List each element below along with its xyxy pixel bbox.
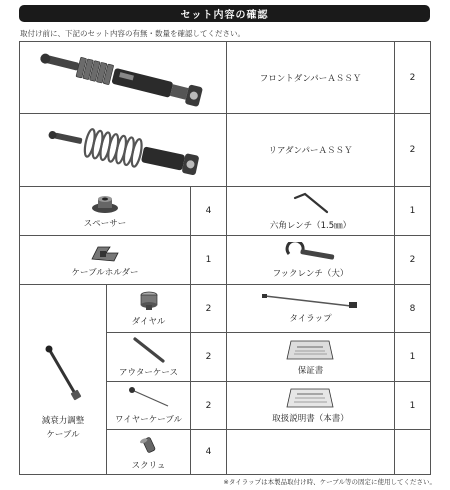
spacer-cell: [20, 187, 191, 236]
cable-holder-label: ケーブルホルダー: [71, 267, 139, 278]
table-row: [20, 42, 431, 114]
cable-holder-icon: [88, 243, 122, 263]
screw-label: スクリュ: [131, 460, 166, 471]
rear-damper-qty: 2: [395, 114, 431, 187]
manual-document-icon: [285, 387, 337, 409]
table-row: [20, 285, 431, 333]
front-damper-label: フロントダンパーＡＳＳＹ: [227, 42, 395, 114]
front-damper-icon: [23, 46, 223, 110]
rear-damper-image-cell: [20, 114, 227, 187]
hex-wrench-qty: 1: [395, 187, 431, 236]
wire-cable-icon: [126, 386, 172, 410]
intro-text: 取付け前に、下記のセット内容の有無・数量を確認してください。: [20, 29, 245, 38]
screw-icon: [138, 434, 160, 456]
cable-holder-cell: [20, 236, 191, 285]
rear-damper-label: リアダンパーＡＳＳＹ: [227, 114, 395, 187]
manual-qty: 1: [395, 382, 431, 430]
front-damper-image-cell: [20, 42, 227, 114]
hook-wrench-cell: [227, 236, 395, 285]
dial-qty: 2: [191, 285, 227, 333]
manual-label: 取扱説明書（本書）: [272, 414, 349, 424]
warranty-qty: 1: [395, 333, 431, 382]
wire-cable-cell: [107, 382, 191, 430]
manual-cell: [227, 382, 395, 430]
damping-cable-icon: [43, 345, 83, 401]
hex-wrench-icon: [291, 192, 331, 216]
dial-cell: [107, 285, 191, 333]
tie-wrap-cell: [227, 285, 395, 333]
dial-label: ダイヤル: [131, 317, 166, 327]
wire-cable-qty: 2: [191, 382, 227, 430]
empty-qty-cell: [395, 430, 431, 475]
screw-cell: [107, 430, 191, 475]
hook-wrench-icon: [283, 242, 339, 264]
outer-case-cell: [107, 333, 191, 382]
tie-wrap-qty: 8: [395, 285, 431, 333]
damping-cable-label-line1: 減衰力調整: [41, 416, 85, 426]
hex-wrench-cell: [227, 187, 395, 236]
damping-cable-cell: [20, 285, 107, 475]
table-row: [20, 187, 431, 236]
tie-wrap-icon: [261, 293, 361, 309]
rear-damper-icon: [23, 118, 223, 182]
footnote: ※タイラップは本製品取付け時、ケーブル等の固定に使用してください。: [223, 478, 436, 486]
warranty-label: 保証書: [297, 365, 324, 376]
table-row: [20, 236, 431, 285]
spacer-qty: 4: [191, 187, 227, 236]
tie-wrap-label: タイラップ: [289, 314, 332, 324]
kit-contents-table: [19, 41, 431, 475]
empty-cell: [227, 430, 395, 475]
outer-case-qty: 2: [191, 333, 227, 382]
table-row: [20, 114, 431, 187]
section-title: セット内容の確認: [19, 5, 430, 22]
outer-case-icon: [129, 337, 169, 363]
outer-case-label: アウターケース: [119, 367, 178, 378]
spacer-label: スペーサー: [83, 218, 127, 229]
front-damper-qty: 2: [395, 42, 431, 114]
hex-wrench-label: 六角レンチ（1.5㎜）: [269, 220, 352, 231]
cable-holder-qty: 1: [191, 236, 227, 285]
damping-cable-label-line2: ケーブル: [46, 429, 80, 440]
hook-wrench-label: フックレンチ（大）: [272, 268, 349, 279]
screw-qty: 4: [191, 430, 227, 475]
spacer-icon: [90, 194, 120, 214]
warranty-document-icon: [285, 339, 337, 361]
hook-wrench-qty: 2: [395, 236, 431, 285]
dial-icon: [137, 290, 161, 312]
warranty-cell: [227, 333, 395, 382]
wire-cable-label: ワイヤーケーブル: [115, 415, 182, 425]
